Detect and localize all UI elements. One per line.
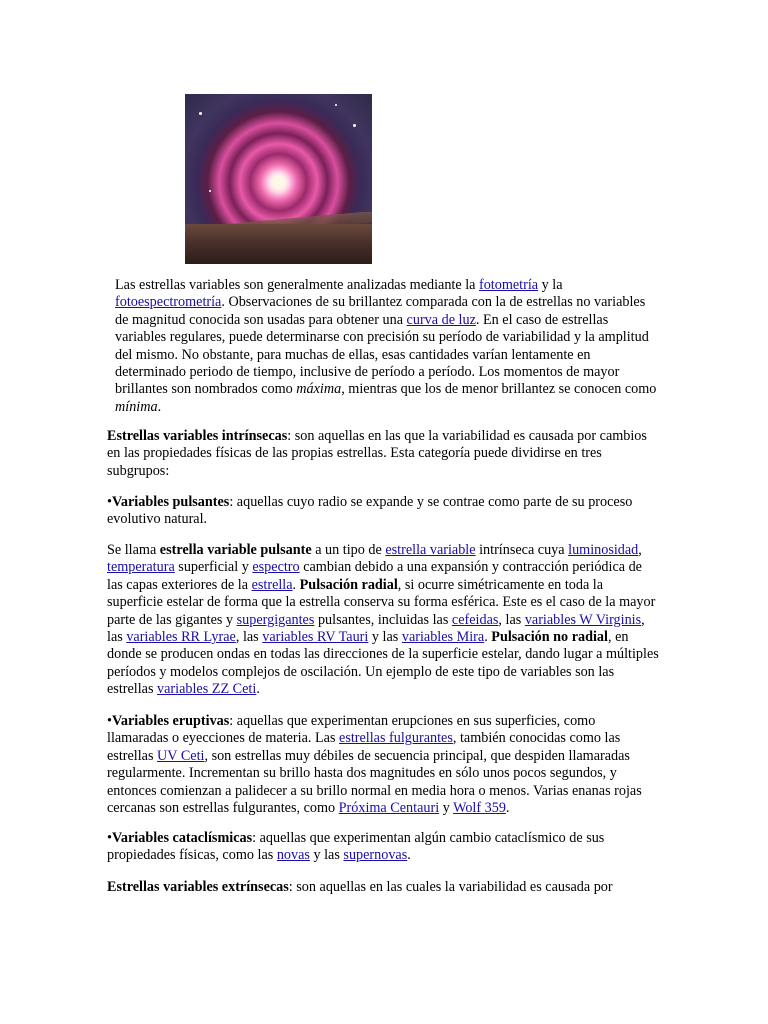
- text: y la: [538, 277, 563, 293]
- text: : aquellas cuyo radio se expande y se contrae como parte de su proceso evolutivo natural.: [107, 494, 633, 528]
- link-variables-mira[interactable]: variables Mira: [401, 629, 485, 646]
- link-supergigantes[interactable]: supergigantes: [236, 611, 315, 628]
- text: pulsantes, incluidas las: [314, 611, 452, 628]
- text: , mientras que los de menor brillantez se conocen como: [341, 381, 657, 398]
- link-temperatura[interactable]: temperatura: [107, 559, 175, 576]
- paragraph-extrinsecas: [107, 879, 613, 896]
- link-wolf-359[interactable]: Wolf 359: [453, 800, 506, 817]
- paragraph-intrinsecas: [107, 428, 659, 480]
- link-estrellas-fulgurantes[interactable]: estrellas fulgurantes: [339, 730, 453, 747]
- bold-pulsacion-no-radial: Pulsación no radial: [491, 629, 608, 646]
- text: cambian debido a una expansión y contracción periódica de las capas exteriores de la: [107, 559, 642, 593]
- link-estrella[interactable]: estrella: [251, 576, 293, 593]
- text: : aquellas que experimentan erupciones en sus superficies, como llamaradas o eyecciones de materia. Las: [107, 713, 596, 747]
- text: Se llama: [107, 542, 160, 558]
- text: .: [407, 847, 411, 864]
- link-estrella-variable[interactable]: estrella variable: [385, 542, 476, 558]
- link-uv-ceti[interactable]: UV Ceti: [157, 747, 205, 764]
- text: , las: [107, 611, 645, 646]
- paragraph-eruptivas: [107, 713, 659, 817]
- heading-extrinsecas: Estrellas variables extrínsecas: [107, 879, 289, 895]
- link-fotometria[interactable]: fotometría: [478, 277, 539, 293]
- text: . En el caso de estrellas variables regulares, puede determinarse con precisión su período de variabilidad y la amplitud del mismo. No obstante, para muchas de ellas, esas cantidades varían lentamente en determinado periodo de tiempo, inclusive de período a período. Los momentos de mayor brillantes son nombrados como: [115, 311, 649, 398]
- text: , son estrellas muy débiles de secuencia principal, que despiden llamaradas regularmente. Incrementan su brillo hasta dos magnitudes en sólo unos pocos segundos, y entonces comienzan a palidecer a su brillo normal en media hora o menos. Varias enanas rojas cercanas son estrellas fulgurantes, como: [107, 747, 642, 817]
- italic-minima: mínima: [115, 398, 158, 415]
- text: Las estrellas variables son generalmente analizadas mediante la: [115, 277, 479, 293]
- link-fotoespectrometria[interactable]: fotoespectrometría: [115, 294, 222, 311]
- link-espectro[interactable]: espectro: [252, 559, 300, 576]
- paragraph-pulsante-detail: [107, 542, 659, 699]
- text: y: [439, 800, 454, 817]
- text: , también conocidas como las estrellas: [107, 730, 621, 764]
- text: , las: [498, 611, 525, 628]
- italic-maxima: máxima: [296, 381, 342, 398]
- link-variables-zz-ceti[interactable]: variables ZZ Ceti: [157, 681, 257, 698]
- text: : aquellas que experimentan algún cambio cataclísmico de sus propiedades físicas, como las: [107, 830, 605, 864]
- heading-intrinsecas: Estrellas variables intrínsecas: [107, 428, 288, 444]
- text: , en donde se producen ondas en todas las direcciones de la superficie estelar, dando lugar a múltiples períodos y modelos complejos de oscilación. Un ejemplo de este tipo de variables son las estrellas: [107, 629, 659, 698]
- text: y las: [309, 847, 344, 864]
- paragraph-pulsantes: [107, 494, 659, 529]
- rocky-ground: [185, 224, 372, 264]
- paragraph-cataclismicas: [107, 830, 659, 865]
- link-supernovas[interactable]: supernovas: [343, 847, 408, 864]
- link-luminosidad[interactable]: luminosidad: [568, 542, 639, 558]
- text: .: [505, 800, 510, 817]
- text: y las: [368, 629, 402, 646]
- text: , si ocurre simétricamente en toda la superficie estelar de forma que la estrella conserva su forma esférica. Este es el caso de la mayor parte de las gigantes y: [107, 576, 656, 628]
- heading-eruptivas: Variables eruptivas: [111, 713, 230, 729]
- text: intrínseca cuya: [475, 542, 569, 558]
- nebula-image: [185, 94, 372, 264]
- link-variables-rv-tauri[interactable]: variables RV Tauri: [262, 629, 369, 646]
- text: superficial y: [174, 559, 253, 576]
- link-proxima-centauri[interactable]: Próxima Centauri: [338, 800, 440, 817]
- heading-pulsantes: Variables pulsantes: [111, 494, 230, 510]
- text: : son aquellas en las que la variabilidad es causada por cambios en las propiedades físicas de las propias estrellas. Esta categoría puede dividirse en tres subgrupos:: [107, 428, 647, 479]
- heading-cataclismicas: Variables cataclísmicas: [111, 830, 253, 846]
- bullet-icon: •: [107, 494, 112, 510]
- paragraph-intro: [107, 277, 659, 416]
- link-novas[interactable]: novas: [276, 847, 310, 864]
- bold-term: estrella variable pulsante: [159, 542, 312, 558]
- bullet-icon: •: [107, 713, 112, 729]
- bullet-icon: •: [107, 830, 112, 846]
- text: : son aquellas en las cuales la variabilidad es causada por: [288, 879, 613, 895]
- link-curva-de-luz[interactable]: curva de luz: [406, 311, 476, 328]
- link-variables-rr-lyrae[interactable]: variables RR Lyrae: [126, 629, 236, 646]
- text: .: [256, 681, 260, 698]
- text: ,: [638, 542, 642, 558]
- text: .: [292, 576, 300, 593]
- text: . Observaciones de su brillantez comparada con la de estrellas no variables de magnitud conocida son usadas para obtener una: [115, 294, 646, 328]
- text: , las: [235, 629, 263, 646]
- link-cefeidas[interactable]: cefeidas: [451, 611, 499, 628]
- text: .: [484, 629, 492, 646]
- text: .: [157, 398, 162, 415]
- link-variables-w-virginis[interactable]: variables W Virginis: [524, 611, 642, 628]
- text: a un tipo de: [311, 542, 386, 558]
- bold-pulsacion-radial: Pulsación radial: [299, 576, 398, 593]
